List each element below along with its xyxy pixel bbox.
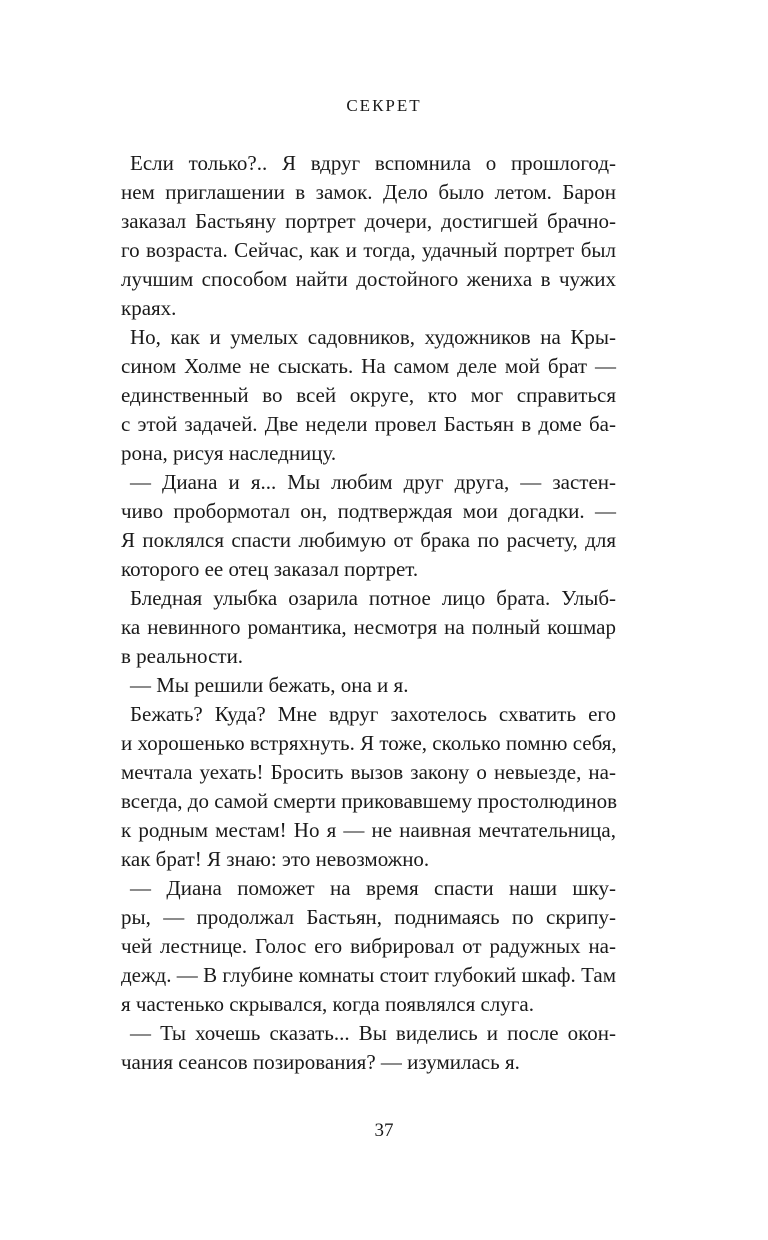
text-line: ры, — продолжал Бастьян, поднимаясь по скрипу- (121, 905, 616, 929)
text-line: Бледная улыбка озарила потное лицо брата. Улыб- (130, 586, 616, 610)
text-line: я частенько скрывался, когда появлялся слуга. (121, 992, 534, 1016)
body-text (121, 149, 616, 1077)
text-line: ка невинного романтика, несмотря на полный кошмар (121, 615, 616, 639)
text-line: как брат! Я знаю: это невозможно. (121, 847, 430, 871)
running-head: СЕКРЕТ (346, 96, 422, 115)
text-line: в реальности. (121, 644, 244, 668)
text-line: сином Холме не сыскать. На самом деле мой брат — (121, 354, 616, 378)
text-line: лучшим способом найти достойного жениха в чужих (121, 267, 616, 291)
text-line: краях. (121, 296, 177, 320)
text-line: с этой задачей. Две недели провел Бастьян в доме ба- (121, 412, 616, 436)
text-line: заказал Бастьяну портрет дочери, достигшей брачно- (121, 209, 616, 233)
text-line: чания сеансов позирования? — изумилась я. (121, 1050, 520, 1074)
text-line: единственный во всей округе, кто мог справиться (121, 383, 616, 407)
text-line: которого ее отец заказал портрет. (121, 557, 419, 581)
text-line: и хорошенько встряхнуть. Я тоже, сколько помню себя, (121, 731, 617, 755)
text-line: чей лестнице. Голос его вибрировал от радужных на- (121, 934, 616, 958)
text-line: — Диана и я... Мы любим друг друга, — застен- (130, 470, 616, 494)
text-line: чиво пробормотал он, подтверждая мои догадки. — (121, 499, 616, 523)
text-line: дежд. — В глубине комнаты стоит глубокий шкаф. Там (121, 963, 616, 987)
text-line: Бежать? Куда? Мне вдруг захотелось схватить его (130, 702, 616, 726)
text-line: всегда, до самой смерти приковавшему простолюдинов (121, 789, 618, 813)
text-line: — Мы решили бежать, она и я. (130, 673, 409, 697)
text-line: мечтала уехать! Бросить вызов закону о невыезде, на- (121, 760, 616, 784)
text-line: Если только?.. Я вдруг вспомнила о прошлогод- (130, 151, 616, 175)
text-line: к родным местам! Но я — не наивная мечтательница, (121, 818, 616, 842)
text-line: го возраста. Сейчас, как и тогда, удачный портрет был (121, 238, 616, 262)
text-line: — Ты хочешь сказать... Вы виделись и после окон- (130, 1021, 616, 1045)
text-line: рона, рисуя наследницу. (121, 441, 337, 465)
text-line: Я поклялся спасти любимую от брака по расчету, для (121, 528, 616, 552)
text-line: — Диана поможет на время спасти наши шку- (130, 876, 616, 900)
text-line: нем приглашении в замок. Дело было летом. Барон (121, 180, 616, 204)
page-number: 37 (374, 1120, 394, 1141)
text-line: Но, как и умелых садовников, художников на Кры- (130, 325, 616, 349)
